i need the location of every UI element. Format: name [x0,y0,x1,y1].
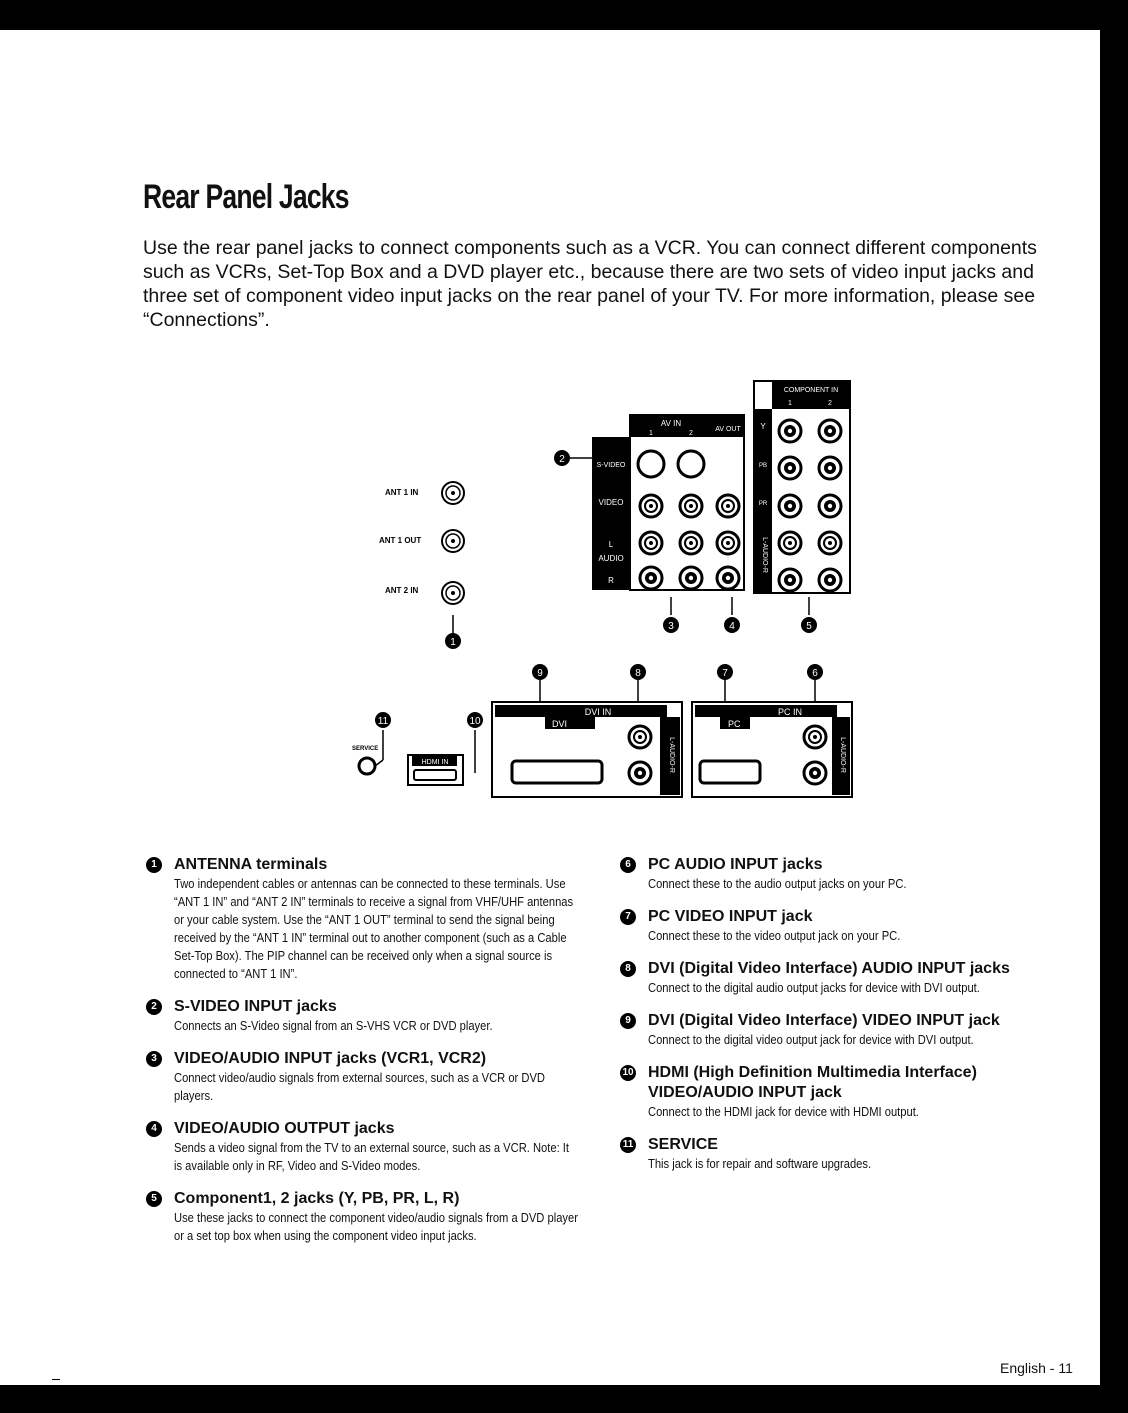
callout-6 [807,664,823,680]
comp2-y-jack[interactable] [819,420,841,442]
list-item [146,1189,586,1245]
callout-7 [717,664,733,680]
callout-9 [532,664,548,680]
list-item [146,855,586,983]
item-number: 2 [146,999,162,1015]
item-number: 4 [146,1121,162,1137]
items-left-column [146,855,586,1259]
item-heading: ANTENNA terminals [174,856,328,873]
service-label: SERVICE [352,746,379,752]
svideo-label: S-VIDEO [596,462,626,469]
item-number: 1 [146,857,162,873]
audio-r-jack-1[interactable] [640,567,662,589]
svg-text:9: 9 [537,668,543,679]
comp2-pr-jack[interactable] [819,495,841,517]
svg-text:6: 6 [812,668,818,679]
video-out-jack[interactable] [717,495,739,517]
pc-audio-r-jack[interactable] [804,762,826,784]
audio-l-jack-2[interactable] [680,532,702,554]
dvi-connector[interactable] [512,761,602,783]
avin-label: AV IN [660,419,682,428]
callout-4 [724,617,740,633]
callout-8 [630,664,646,680]
item-number: 8 [620,961,636,977]
item-body: Connect to the digital audio output jacks for device with DVI output. [648,980,980,995]
item-body: This jack is for repair and software upgrades. [648,1156,872,1171]
comp-pr-label: PR [758,501,768,507]
list-item [146,1119,586,1175]
dvi-label: DVI [552,719,568,729]
comp-audio-label: L-AUDIO-R [761,537,768,573]
audio-label: AUDIO [598,554,624,563]
hdmi-in-label: HDMI IN [421,759,449,766]
item-body: Two independent cables or antennas can be connected to these terminals. Use “ANT 1 IN” and “ANT 2 IN” terminals to receive a signal from VHF/UHF antennas or your cable system. Use the “ANT 1 OUT” terminal to send the signal being received by the “ANT 1 IN” terminal out to another component (such as a Cable Set-Top Box). The PIP channel can be received only when a signal source is connected to “ANT 1 IN”. [174,876,574,981]
audio-r-out-jack[interactable] [717,567,739,589]
item-number: 9 [620,1013,636,1029]
item-number: 6 [620,857,636,873]
comp-y-label: Y [760,422,766,431]
callout-10 [467,712,483,728]
audio-l-jack-1[interactable] [640,532,662,554]
dvi-audio-vertical: L-AUDIO-R [668,737,675,773]
item-body: Connect to the digital video output jack for device with DVI output. [648,1032,974,1047]
comp1-l-jack[interactable] [779,532,801,554]
intro-paragraph: Use the rear panel jacks to connect components such as a VCR. You can connect different components such as VCRs, Set-Top Box and a DVD player etc., because there are two sets of video input jacks and three set of component video input jacks on the rear panel of your TV. For more information, please see “Connections”. [143,237,1037,331]
item-heading: VIDEO/AUDIO INPUT jacks (VCR1, VCR2) [174,1050,487,1067]
item-body: Connect video/audio signals from external sources, such as a VCR or DVD players. [174,1070,545,1103]
item-heading: PC VIDEO INPUT jack [648,908,813,925]
item-body: Use these jacks to connect the component video/audio signals from a DVD player or a set top box when using the component video input jacks. [174,1210,578,1243]
item-number: 3 [146,1051,162,1067]
item-number: 7 [620,909,636,925]
pc-vga-connector[interactable] [700,761,760,783]
item-heading: DVI (Digital Video Interface) AUDIO INPUT jacks [648,960,1010,977]
svg-text:7: 7 [722,668,728,679]
callout-2 [554,450,570,466]
footer-dash [52,1379,60,1380]
comp1-r-jack[interactable] [779,569,801,591]
dvi-audio-r-jack[interactable] [629,762,651,784]
callout-5 [801,617,817,633]
video-jack-1[interactable] [640,495,662,517]
item-heading: SERVICE [648,1136,718,1153]
ant1in-label: ANT 1 IN [385,488,419,497]
rear-panel-diagram [340,375,870,815]
item-heading: VIDEO/AUDIO OUTPUT jacks [174,1120,395,1137]
audio-r-mark: R [608,576,614,585]
item-body: Sends a video signal from the TV to an external source, such as a VCR. Note: It is available only in RF, Video and S-Video modes. [174,1140,570,1173]
component-in-label: COMPONENT IN [783,387,839,394]
callout-1 [445,633,461,649]
ant2in-jack[interactable] [442,582,464,604]
svg-text:2: 2 [559,454,565,465]
pc-audio-vertical: L-AUDIO-R [839,737,846,773]
item-heading: S-VIDEO INPUT jacks [174,998,337,1015]
comp2-l-jack[interactable] [819,532,841,554]
dvi-audio-l-jack[interactable] [629,726,651,748]
ant1out-label: ANT 1 OUT [379,536,422,545]
component-col2: 2 [828,400,832,407]
svg-text:1: 1 [450,637,456,648]
list-item [620,1063,1080,1121]
svg-text:4: 4 [729,621,735,632]
item-heading: Component1, 2 jacks (Y, PB, PR, L, R) [174,1190,460,1207]
item-heading: PC AUDIO INPUT jacks [648,856,823,873]
comp1-y-jack[interactable] [779,420,801,442]
svg-text:10: 10 [469,716,481,727]
item-heading: HDMI (High Definition Multimedia Interface) VIDEO/AUDIO INPUT jack [648,1064,977,1101]
comp2-r-jack[interactable] [819,569,841,591]
avin-col2: 2 [689,430,693,437]
list-item [620,1135,1080,1173]
ant1in-jack[interactable] [442,482,464,504]
callout-3 [663,617,679,633]
avout-label: AV OUT [715,426,741,433]
comp1-pb-jack[interactable] [779,457,801,479]
top-border [0,0,1128,30]
ant2in-label: ANT 2 IN [385,586,419,595]
pc-audio-l-jack[interactable] [804,726,826,748]
item-body: Connects an S-Video signal from an S-VHS VCR or DVD player. [174,1018,493,1033]
dvi-in-label: DVI IN [584,707,612,717]
audio-r-jack-2[interactable] [680,567,702,589]
page-title: Rear Panel Jacks [143,178,349,216]
page-number: English - 11 [1000,1360,1073,1376]
list-item [620,855,1080,893]
video-label: VIDEO [598,498,624,507]
callout-11 [375,712,391,728]
comp1-pr-jack[interactable] [779,495,801,517]
right-border [1100,30,1128,1390]
pc-label: PC [728,719,741,729]
svg-text:3: 3 [668,621,674,632]
svg-text:8: 8 [635,668,641,679]
comp2-pb-jack[interactable] [819,457,841,479]
item-number: 10 [620,1065,636,1081]
list-item [146,997,586,1035]
video-jack-2[interactable] [680,495,702,517]
item-body: Connect these to the video output jack on your PC. [648,928,901,943]
audio-l-mark: L [608,540,614,549]
component-col1: 1 [788,400,792,407]
item-number: 5 [146,1191,162,1207]
svideo-jack-1[interactable] [638,451,664,477]
item-number: 11 [620,1137,636,1153]
service-jack[interactable] [359,758,375,774]
svideo-jack-2[interactable] [678,451,704,477]
avin-col1: 1 [649,430,653,437]
item-heading: DVI (Digital Video Interface) VIDEO INPUT jack [648,1012,1000,1029]
list-item [620,959,1080,997]
bottom-border [0,1385,1128,1413]
audio-l-out-jack[interactable] [717,532,739,554]
ant1out-jack[interactable] [442,530,464,552]
item-body: Connect to the HDMI jack for device with HDMI output. [648,1104,919,1119]
pc-in-label: PC IN [777,707,803,717]
list-item [620,1011,1080,1049]
svg-text:11: 11 [377,716,389,727]
list-item [146,1049,586,1105]
item-body: Connect these to the audio output jacks on your PC. [648,876,907,891]
hdmi-connector[interactable] [414,770,456,780]
items-right-column [620,855,1080,1187]
list-item [620,907,1080,945]
comp-pb-label: PB [758,463,768,469]
svg-text:5: 5 [806,621,812,632]
